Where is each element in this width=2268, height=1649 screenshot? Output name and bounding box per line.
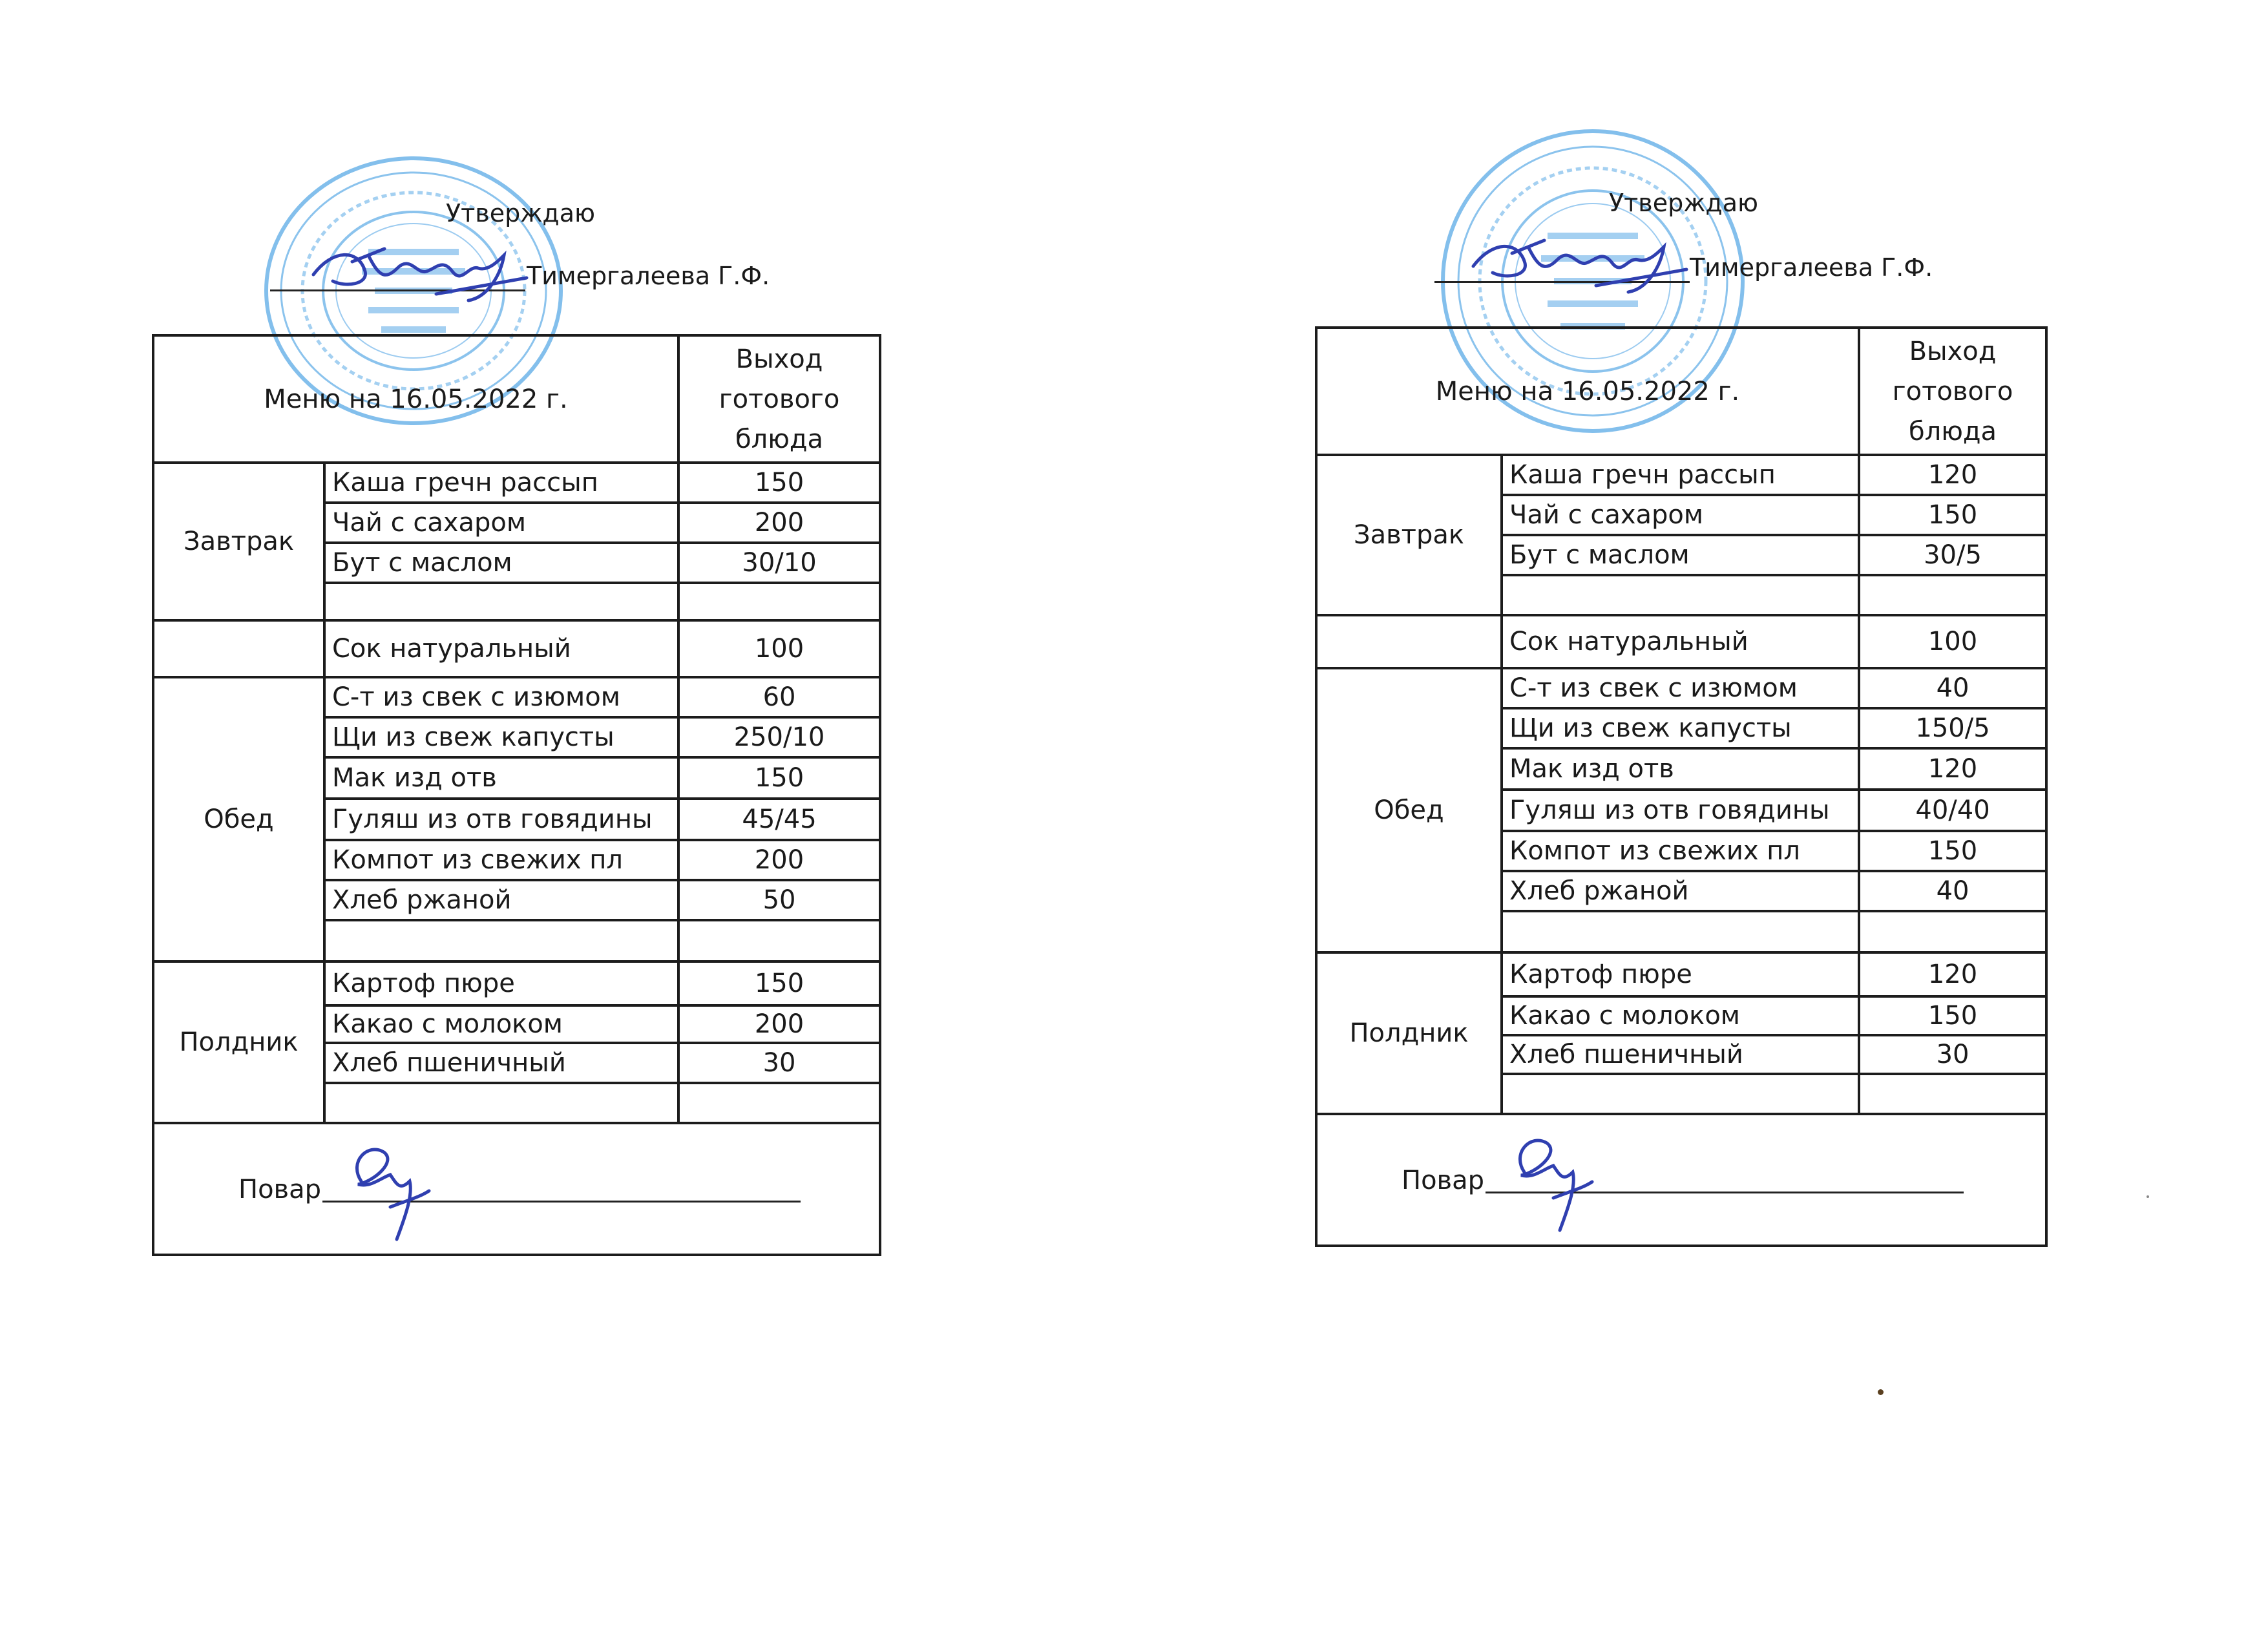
cook-signature-icon <box>1498 1127 1602 1243</box>
dish-name: Каша гречн рассып <box>1502 455 1859 495</box>
cook-signature-area <box>161 1124 872 1254</box>
approver-name: Тимергалеева Г.Ф. <box>1690 253 1933 282</box>
meal-breakfast: Завтрак <box>153 463 324 620</box>
dish-name: Картоф пюре <box>1502 952 1859 996</box>
dish-name: Компот из свежих пл <box>1502 831 1859 871</box>
dish-name: Чай с сахаром <box>324 503 678 543</box>
scan-speck <box>1878 1389 1884 1395</box>
dish-yield-empty <box>1859 1074 2046 1114</box>
dish-yield: 120 <box>1859 748 2046 790</box>
approve-label: Утверждаю <box>446 199 595 227</box>
meal-lunch: Обед <box>153 677 324 961</box>
dish-yield: 200 <box>678 503 880 543</box>
dish-name-empty <box>1502 575 1859 615</box>
dish-name: Мак изд отв <box>324 757 678 799</box>
dish-name: Какао с молоком <box>1502 996 1859 1035</box>
cook-signature-cell <box>1316 1114 2046 1246</box>
menu-table <box>1315 326 2048 1247</box>
dish-yield: 40 <box>1859 871 2046 911</box>
dish-name: Хлеб ржаной <box>324 880 678 920</box>
dish-name: Гуляш из отв говядины <box>324 799 678 840</box>
dish-yield: 150/5 <box>1859 708 2046 748</box>
dish-yield: 120 <box>1859 952 2046 996</box>
dish-name-empty <box>324 1083 678 1123</box>
yield-header-line-2: готового <box>1892 376 2013 406</box>
dish-name: Щи из свеж капусты <box>324 717 678 757</box>
yield-header <box>1859 328 2046 455</box>
dish-name-empty <box>1502 911 1859 952</box>
dish-yield: 200 <box>678 840 880 880</box>
dish-yield: 150 <box>1859 996 2046 1035</box>
dish-yield: 45/45 <box>678 799 880 840</box>
dish-yield: 250/10 <box>678 717 880 757</box>
dish-name-empty <box>1502 1074 1859 1114</box>
meal-empty <box>153 620 324 677</box>
dish-name: Чай с сахаром <box>1502 495 1859 535</box>
dish-yield: 150 <box>1859 495 2046 535</box>
meal-afternoon: Полдник <box>153 961 324 1123</box>
menu-title: Меню на 16.05.2022 г. <box>153 335 678 463</box>
dish-yield: 100 <box>678 620 880 677</box>
dish-yield-empty <box>678 1083 880 1123</box>
dish-yield-empty <box>678 583 880 620</box>
dish-name: Бут с маслом <box>1502 535 1859 575</box>
cook-signature-area <box>1324 1115 2039 1245</box>
dish-name: Мак изд отв <box>1502 748 1859 790</box>
dish-name: Щи из свеж капусты <box>1502 708 1859 748</box>
dish-yield: 40 <box>1859 668 2046 708</box>
dish-yield: 30/5 <box>1859 535 2046 575</box>
director-signature-icon <box>307 236 540 307</box>
cook-label: Повар <box>1402 1166 1485 1195</box>
yield-header <box>678 335 880 463</box>
yield-header-line-2: готового <box>719 384 840 414</box>
dish-yield-empty <box>1859 911 2046 952</box>
dish-yield: 150 <box>678 757 880 799</box>
dish-name-empty <box>324 920 678 961</box>
dish-yield: 150 <box>678 463 880 503</box>
dish-yield: 30 <box>678 1043 880 1083</box>
dish-name: Сок натуральный <box>1502 615 1859 668</box>
dish-yield: 30/10 <box>678 543 880 583</box>
dish-yield: 150 <box>678 961 880 1005</box>
dish-yield: 30 <box>1859 1035 2046 1074</box>
yield-header-line-1: Выход <box>735 344 823 374</box>
dish-yield: 60 <box>678 677 880 717</box>
dish-name-empty <box>324 583 678 620</box>
dish-yield: 150 <box>1859 831 2046 871</box>
dish-name: С-т из свек с изюмом <box>324 677 678 717</box>
meal-lunch: Обед <box>1316 668 1502 952</box>
dish-name: Хлеб пшеничный <box>1502 1035 1859 1074</box>
cook-signature-icon <box>335 1136 439 1252</box>
dish-name: Бут с маслом <box>324 543 678 583</box>
dish-yield: 120 <box>1859 455 2046 495</box>
menu-sheet-right <box>1134 0 2268 1649</box>
dish-yield-empty <box>1859 575 2046 615</box>
dish-name: Какао с молоком <box>324 1005 678 1043</box>
yield-header-line-1: Выход <box>1909 336 1997 366</box>
dish-name: Гуляш из отв говядины <box>1502 790 1859 831</box>
director-signature-icon <box>1467 227 1699 299</box>
approve-label: Утверждаю <box>1609 189 1758 217</box>
cook-signature-cell <box>153 1123 880 1255</box>
meal-afternoon: Полдник <box>1316 952 1502 1114</box>
dish-yield-empty <box>678 920 880 961</box>
dish-yield: 200 <box>678 1005 880 1043</box>
approver-name: Тимергалеева Г.Ф. <box>527 262 770 290</box>
meal-breakfast: Завтрак <box>1316 455 1502 615</box>
dish-yield: 50 <box>678 880 880 920</box>
meal-empty <box>1316 615 1502 668</box>
dish-name: С-т из свек с изюмом <box>1502 668 1859 708</box>
menu-title: Меню на 16.05.2022 г. <box>1316 328 1859 455</box>
dish-name: Сок натуральный <box>324 620 678 677</box>
dish-yield: 40/40 <box>1859 790 2046 831</box>
menu-table <box>152 334 881 1256</box>
dish-name: Хлеб пшеничный <box>324 1043 678 1083</box>
scan-speck <box>2147 1195 2149 1198</box>
dish-name: Картоф пюре <box>324 961 678 1005</box>
dish-yield: 100 <box>1859 615 2046 668</box>
cook-label: Повар <box>238 1175 322 1204</box>
yield-header-line-3: блюда <box>1908 416 1997 446</box>
yield-header-line-3: блюда <box>735 424 824 454</box>
dish-name: Компот из свежих пл <box>324 840 678 880</box>
dish-name: Каша гречн рассып <box>324 463 678 503</box>
dish-name: Хлеб ржаной <box>1502 871 1859 911</box>
